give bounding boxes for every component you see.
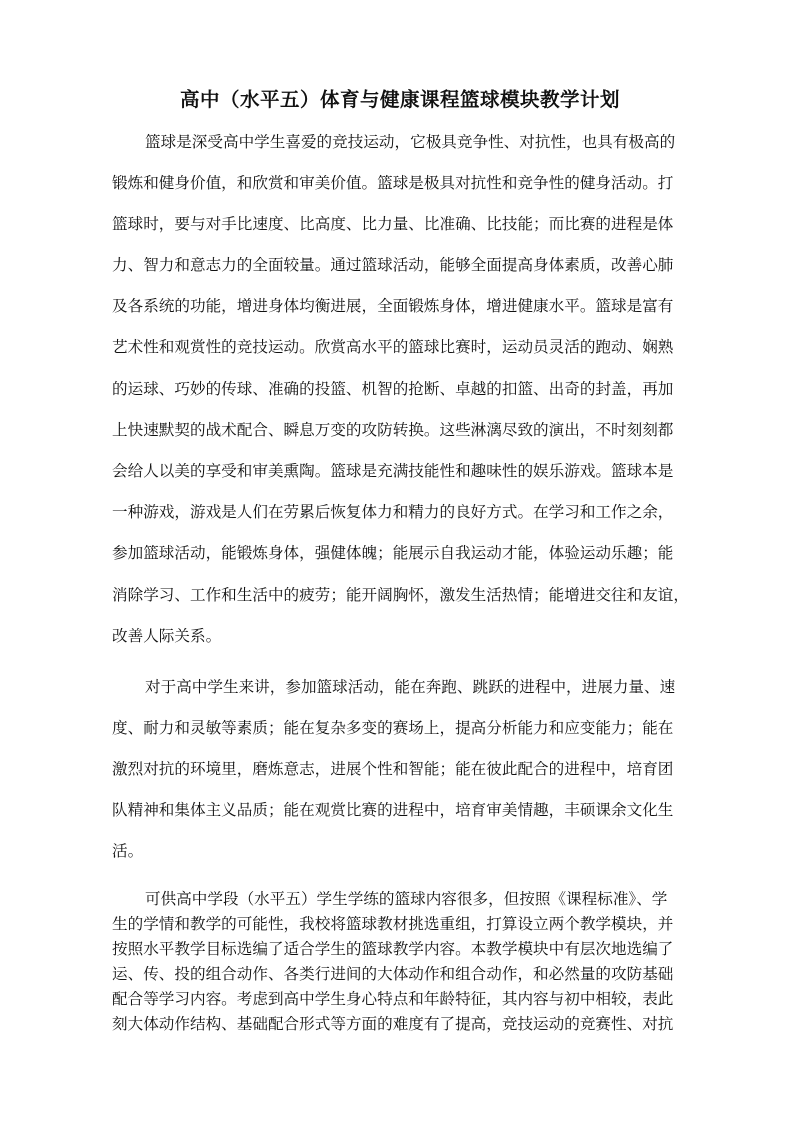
paragraph-line: 度、耐力和灵敏等素质；能在复杂多变的赛场上，提高分析能力和应变能力；能在 — [112, 719, 674, 737]
paragraph-line: 刻大体动作结构、基础配合形式等方面的难度有了提高，竞技运动的竞赛性、对抗 — [112, 1015, 674, 1033]
paragraph-line: 艺术性和观赏性的竞技运动。欣赏高水平的篮球比赛时，运动员灵活的跑动、娴熟 — [112, 338, 674, 356]
document-title: 高中（水平五）体育与健康课程篮球模块教学计划 — [179, 88, 620, 111]
paragraph-line: 消除学习、工作和生活中的疲劳；能开阔胸怀，激发生活热情；能增进交往和友谊， — [112, 586, 689, 604]
paragraph-line: 上快速默契的战术配合、瞬息万变的攻防转换。这些淋漓尽致的演出，不时刻刻都 — [112, 421, 674, 439]
paragraph-line: 活。 — [112, 842, 144, 860]
paragraph-line: 篮球是深受高中学生喜爱的竞技运动，它极具竞争性、对抗性，也具有极高的 — [145, 133, 676, 151]
paragraph-line: 激烈对抗的环境里，磨炼意志，进展个性和智能；能在彼此配合的进程中，培育团 — [112, 760, 674, 778]
paragraph-line: 按照水平教学目标选编了适合学生的篮球教学内容。本教学模块中有层次地选编了 — [112, 940, 674, 958]
paragraph-line: 配合等学习内容。考虑到高中学生身心特点和年龄特征，其内容与初中相较，表此 — [112, 990, 674, 1008]
paragraph-line: 会给人以美的享受和审美熏陶。篮球是充满技能性和趣味性的娱乐游戏。篮球本是 — [112, 462, 674, 480]
paragraph-line: 运、传、投的组合动作、各类行进间的大体动作和组合动作，和必然量的攻防基础 — [112, 965, 674, 983]
paragraph-line: 一种游戏，游戏是人们在劳累后恢复体力和精力的良好方式。在学习和工作之余， — [112, 503, 674, 521]
paragraph-line: 对于高中学生来讲，参加篮球活动，能在奔跑、跳跃的进程中，进展力量、速 — [145, 678, 676, 696]
paragraph-line: 改善人际关系。 — [112, 627, 222, 645]
paragraph-line: 生的学情和教学的可能性，我校将篮球教材挑选重组，打算设立两个教学模块，并 — [112, 915, 674, 933]
paragraph-line: 及各系统的功能，增进身体均衡进展，全面锻炼身体，增进健康水平。篮球是富有 — [112, 297, 674, 315]
paragraph-line: 可供高中学段（水平五）学生学练的篮球内容很多，但按照《课程标准》、学 — [145, 890, 668, 908]
paragraph-line: 的运球、巧妙的传球、准确的投篮、机智的抢断、卓越的扣篮、出奇的封盖，再加 — [112, 380, 674, 398]
paragraph-line: 篮球时，要与对手比速度、比高度、比力量、比准确、比技能；而比赛的进程是体 — [112, 215, 674, 233]
paragraph-line: 参加篮球活动，能锻炼身体，强健体魄；能展示自我运动才能，体验运动乐趣；能 — [112, 544, 674, 562]
paragraph-line: 锻炼和健身价值，和欣赏和审美价值。篮球是极具对抗性和竞争性的健身活动。打 — [112, 174, 674, 192]
paragraph-line: 力、智力和意志力的全面较量。通过篮球活动，能够全面提高身体素质，改善心肺 — [112, 256, 674, 274]
paragraph-line: 队精神和集体主义品质；能在观赏比赛的进程中，培育审美情趣，丰硕课余文化生 — [112, 801, 674, 819]
